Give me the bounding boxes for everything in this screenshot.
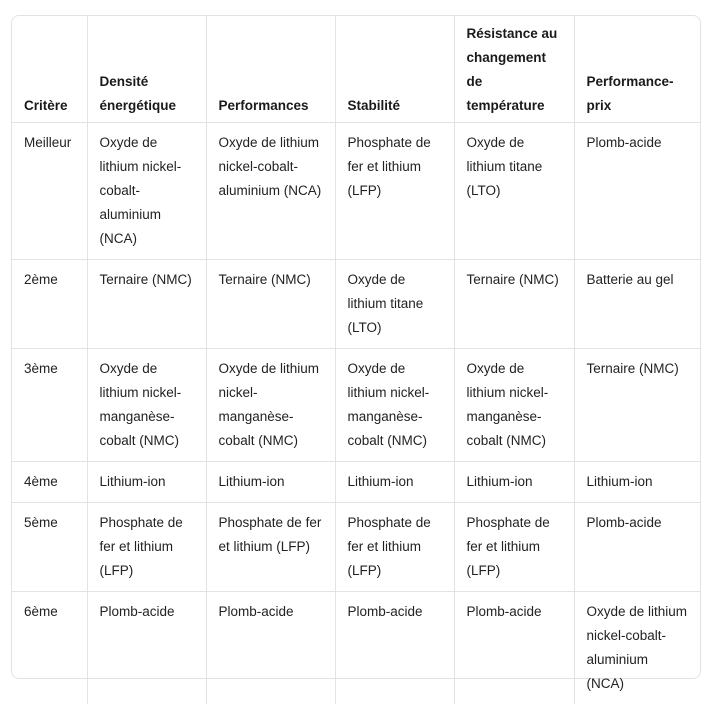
- table-cell: 5ème: [12, 503, 87, 592]
- table-cell: Phosphate de fer et lithium (LFP): [206, 503, 335, 592]
- table-cell: Oxyde de lithium nickel-manganèse-cobalt (NMC): [335, 349, 454, 462]
- header-row: [12, 16, 700, 123]
- table-cell: Ternaire (NMC): [574, 349, 700, 462]
- table-cell: Phosphate de fer et lithium (LFP): [335, 123, 454, 260]
- comparison-table-container: [11, 15, 701, 679]
- table-cell: Oxyde de lithium titane (LTO): [454, 123, 574, 260]
- header-stabilite: Stabilité: [335, 16, 454, 123]
- table-cell: Plomb-acide: [574, 123, 700, 260]
- header-performances: Performances: [206, 16, 335, 123]
- table-cell: Oxyde de lithium titane (LTO): [335, 260, 454, 349]
- table-cell: Ternaire (NMC): [87, 260, 206, 349]
- table-cell: Plomb-acide: [574, 503, 700, 592]
- table-cell: Plomb-acide: [335, 592, 454, 704]
- table-cell: Phosphate de fer et lithium (LFP): [335, 503, 454, 592]
- table-row: [12, 260, 700, 349]
- table-cell: Oxyde de lithium nickel-manganèse-cobalt (NMC): [206, 349, 335, 462]
- table-cell: Phosphate de fer et lithium (LFP): [454, 503, 574, 592]
- table-cell: Lithium-ion: [454, 462, 574, 503]
- table-body: [12, 123, 700, 704]
- battery-comparison-table: [12, 16, 700, 704]
- table-cell: Oxyde de lithium nickel-manganèse-cobalt (NMC): [454, 349, 574, 462]
- table-cell: 3ème: [12, 349, 87, 462]
- table-cell: Oxyde de lithium nickel-cobalt-aluminium (NCA): [206, 123, 335, 260]
- table-cell: Plomb-acide: [206, 592, 335, 704]
- table-cell: Phosphate de fer et lithium (LFP): [87, 503, 206, 592]
- header-resistance-temperature: Résistance au changement de température: [454, 16, 574, 123]
- table-cell: Oxyde de lithium nickel-cobalt-aluminium (NCA): [87, 123, 206, 260]
- header-densite-energetique: Densité énergétique: [87, 16, 206, 123]
- table-header: [12, 16, 700, 123]
- table-cell: Ternaire (NMC): [206, 260, 335, 349]
- table-cell: Meilleur: [12, 123, 87, 260]
- table-row: [12, 503, 700, 592]
- table-row: [12, 349, 700, 462]
- table-cell: Lithium-ion: [574, 462, 700, 503]
- table-cell: Oxyde de lithium nickel-cobalt-aluminium (NCA): [574, 592, 700, 704]
- table-cell: Ternaire (NMC): [454, 260, 574, 349]
- table-cell: Lithium-ion: [335, 462, 454, 503]
- header-performance-prix: Performance-prix: [574, 16, 700, 123]
- table-cell: Lithium-ion: [87, 462, 206, 503]
- table-cell: Batterie au gel: [574, 260, 700, 349]
- table-cell: 2ème: [12, 260, 87, 349]
- table-cell: 4ème: [12, 462, 87, 503]
- table-cell: Plomb-acide: [454, 592, 574, 704]
- header-critere: Critère: [12, 16, 87, 123]
- table-cell: 6ème: [12, 592, 87, 704]
- table-row: [12, 462, 700, 503]
- table-cell: Oxyde de lithium nickel-manganèse-cobalt (NMC): [87, 349, 206, 462]
- table-row: [12, 123, 700, 260]
- table-cell: Plomb-acide: [87, 592, 206, 704]
- table-cell: Lithium-ion: [206, 462, 335, 503]
- table-row: [12, 592, 700, 704]
